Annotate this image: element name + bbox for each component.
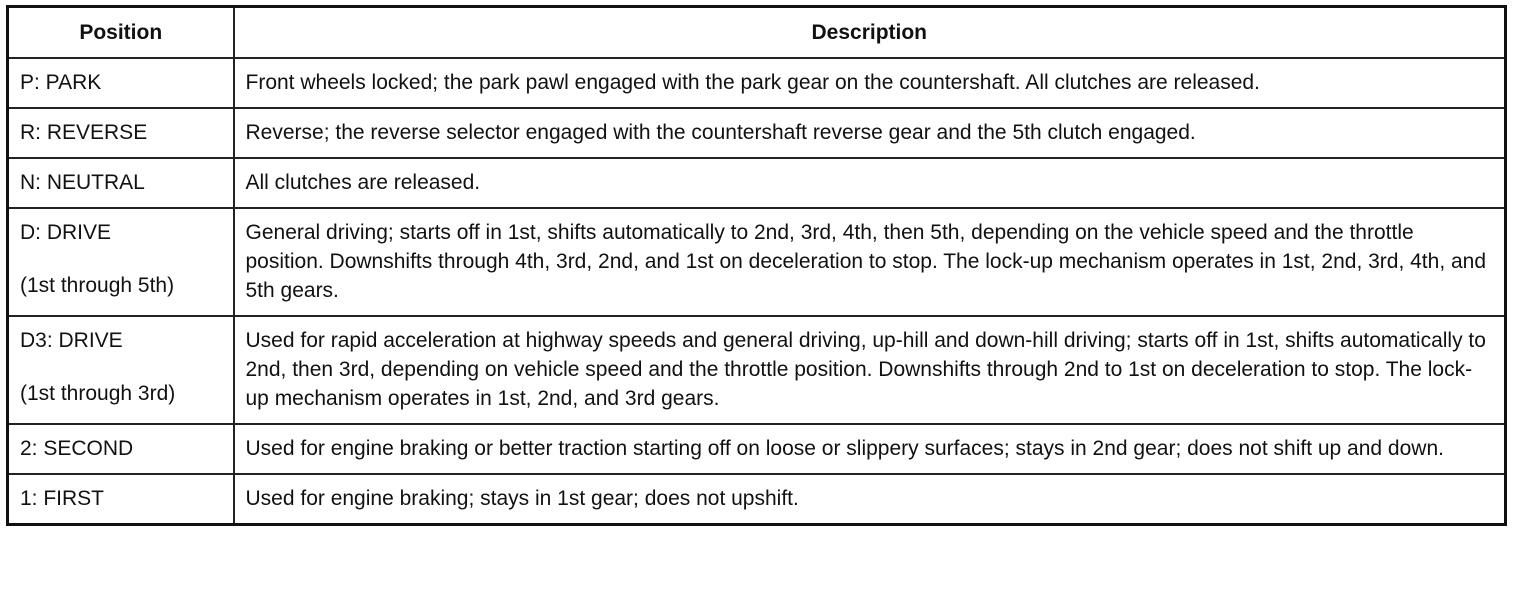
- position-cell: [8, 158, 234, 208]
- gear-range-label: (1st through 3rd): [20, 382, 176, 405]
- position-label: 2: SECOND: [20, 437, 134, 460]
- table-row: [8, 316, 1506, 424]
- position-label: P: PARK: [20, 71, 102, 94]
- gear-range-label: (1st through 5th): [20, 274, 175, 297]
- position-cell: [8, 316, 234, 424]
- position-cell: [8, 58, 234, 108]
- position-cell: [8, 208, 234, 316]
- description-cell: All clutches are released.: [234, 158, 1506, 208]
- position-cell: [8, 474, 234, 525]
- position-label: D3: DRIVE: [20, 329, 123, 352]
- shift-position-table: [6, 5, 1507, 526]
- description-cell: Reverse; the reverse selector engaged with the countershaft reverse gear and the 5th clutch engaged.: [234, 108, 1506, 158]
- position-cell: [8, 108, 234, 158]
- position-label: R: REVERSE: [20, 121, 148, 144]
- table-row: [8, 158, 1506, 208]
- position-label: 1: FIRST: [20, 487, 105, 510]
- table-row: [8, 474, 1506, 525]
- description-cell: Used for rapid acceleration at highway speeds and general driving, up-hill and down-hill driving; starts off in 1st, shifts automatically to 2nd, then 3rd, depending on vehicle speed and the throttle position. Downshifts through 2nd to 1st on deceleration to stop. The lock-up mechanism operates in 1st, 2nd, and 3rd gears.: [234, 316, 1506, 424]
- description-cell: Front wheels locked; the park pawl engaged with the park gear on the countershaft. All clutches are released.: [234, 58, 1506, 108]
- position-label: D: DRIVE: [20, 221, 112, 244]
- description-cell: Used for engine braking; stays in 1st gear; does not upshift.: [234, 474, 1506, 525]
- position-cell: [8, 424, 234, 474]
- table-row: [8, 424, 1506, 474]
- position-label: N: NEUTRAL: [20, 171, 145, 194]
- description-cell: General driving; starts off in 1st, shifts automatically to 2nd, 3rd, 4th, then 5th, depending on the vehicle speed and the throttle position. Downshifts through 4th, 3rd, 2nd, and 1st on deceleration to stop. The lock-up mechanism operates in 1st, 2nd, 3rd, 4th, and 5th gears.: [234, 208, 1506, 316]
- header-position: Position: [8, 7, 234, 59]
- header-description: Description: [234, 7, 1506, 59]
- description-cell: Used for engine braking or better traction starting off on loose or slippery surfaces; stays in 2nd gear; does not shift up and down.: [234, 424, 1506, 474]
- table-row: [8, 58, 1506, 108]
- table-row: [8, 108, 1506, 158]
- table-row: [8, 208, 1506, 316]
- header-row: [8, 7, 1506, 59]
